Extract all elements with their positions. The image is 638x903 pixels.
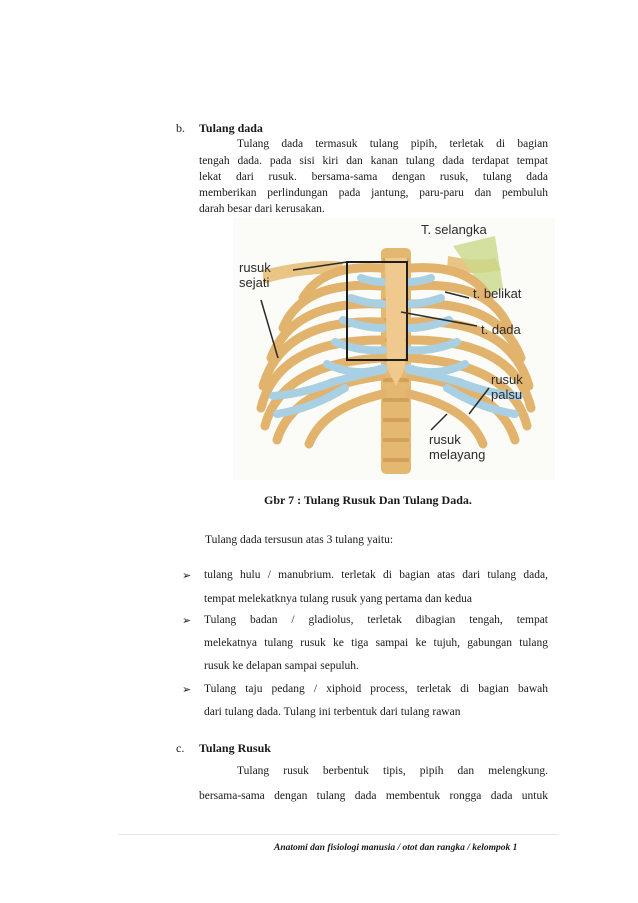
section-b-title: Tulang dada [199, 121, 263, 135]
ribcage-figure [233, 218, 555, 480]
label-rusuk-palsu-1: rusuk [491, 372, 523, 387]
bullet-marker: ➢ [182, 570, 192, 582]
section-b-para-line: memberikan perlindungan pada jantung, paru-paru dan pembuluh [199, 187, 548, 199]
bullet-line: rusuk ke delapan sampai sepuluh. [204, 660, 359, 672]
label-rusuk-sejati-1: rusuk [239, 260, 271, 275]
intro-text: Tulang dada tersusun atas 3 tulang yaitu: [205, 534, 394, 546]
section-c-letter: c. [176, 741, 185, 755]
label-selangka: T. selangka [421, 222, 487, 237]
label-belikat: t. belikat [473, 286, 522, 301]
label-rusuk-palsu-2: palsu [491, 387, 523, 402]
section-c-para-line: bersama-sama dengan tulang dada membentuk rongga dada untuk [199, 790, 548, 802]
bullet-line: Tulang taju pedang / xiphoid process, terletak di bagian bawah [204, 683, 548, 695]
section-b-para-line: darah besar dari kerusakan. [199, 203, 325, 215]
section-b-para-line: tengah dada. pada sisi kiri dan kanan tulang dada terdapat tempat [199, 155, 548, 167]
bullet-line: melekatnya tulang rusuk ke tiga sampai ke tujuh, gabungan tulang [204, 637, 548, 649]
section-b-para-line: lekat dari rusuk. bersama-sama dengan rusuk, tulang dada [199, 171, 548, 183]
bullet-line: tulang hulu / manubrium. terletak di bagian atas dari tulang dada, [204, 569, 548, 581]
section-b-letter: b. [176, 121, 185, 135]
figure-caption: Gbr 7 : Tulang Rusuk Dan Tulang Dada. [264, 493, 472, 507]
bullet-line: Tulang badan / gladiolus, terletak dibagian tengah, tempat [204, 614, 548, 626]
bullet-line: tempat melekatknya tulang rusuk yang pertama dan kedua [204, 593, 472, 605]
label-rusuk-melayang-2: melayang [429, 447, 486, 462]
bullet-line: dari tulang dada. Tulang ini terbentuk dari tulang rawan [204, 706, 461, 718]
label-dada: t. dada [481, 322, 521, 337]
label-rusuk-melayang-1: rusuk [429, 432, 461, 447]
section-c-title: Tulang Rusuk [199, 741, 271, 755]
section-b-para-line: Tulang dada termasuk tulang pipih, terletak di bagian [237, 138, 548, 150]
bullet-marker: ➢ [182, 684, 192, 696]
footer-divider [118, 834, 558, 835]
section-c-para-line: Tulang rusuk berbentuk tipis, pipih dan melengkung. [237, 765, 548, 777]
page-footer: Anatomi dan fisiologi manusia / otot dan rangka / kelompok 1 [274, 843, 518, 853]
bullet-marker: ➢ [182, 615, 192, 627]
label-rusuk-sejati-2: sejati [239, 275, 270, 290]
